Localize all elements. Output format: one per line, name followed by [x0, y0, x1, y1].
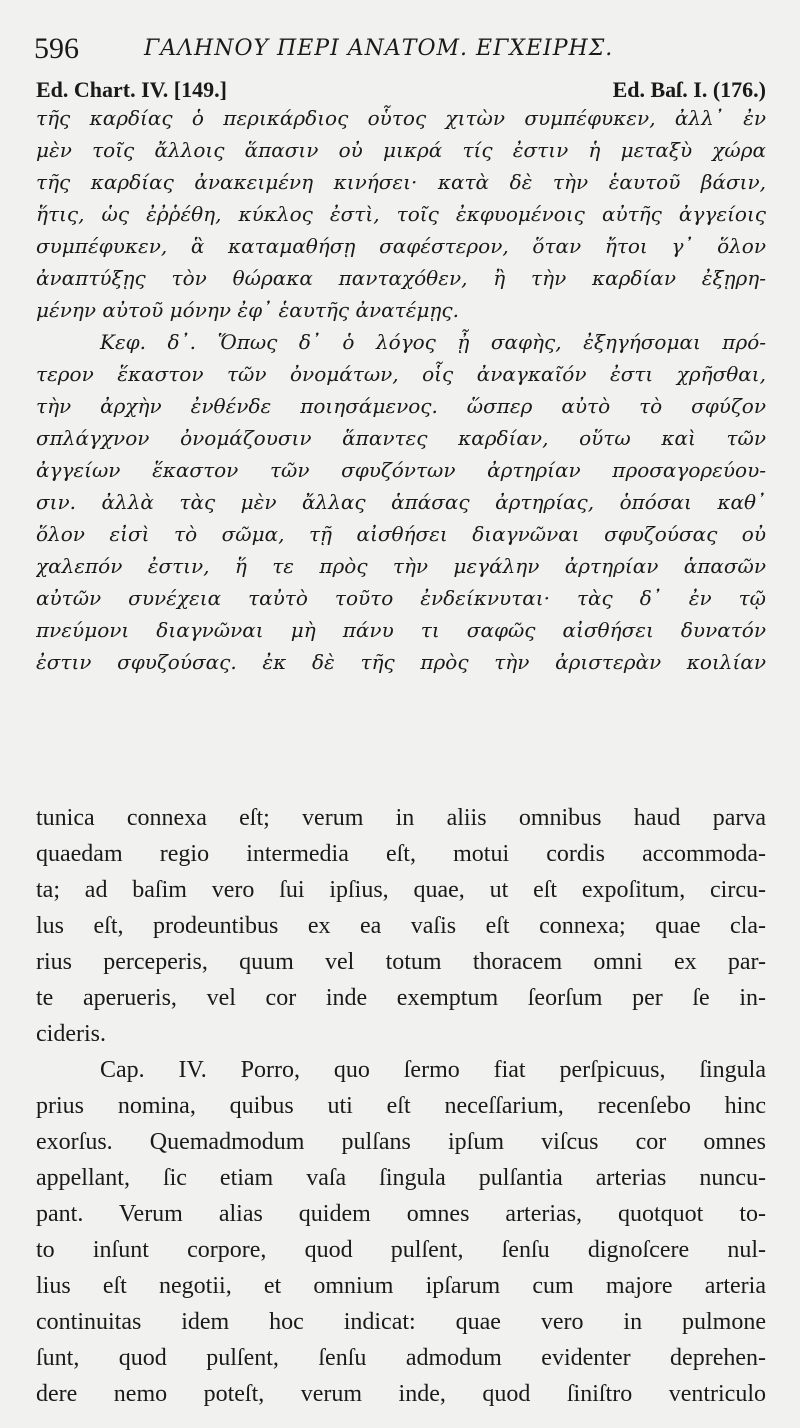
latin-line: to inſunt corpore, quod pulſent, ſenſu dignoſcere nul-: [36, 1237, 766, 1263]
latin-line: te aperueris, vel cor inde exemptum ſeorſum per ſe in-: [36, 985, 766, 1011]
greek-line: τερον ἕκαστον τῶν ὀνομάτων, οἷς ἀναγκαῖόν ἐστι χρῆσθαι,: [36, 362, 766, 386]
greek-line: χαλεπόν ἐστιν, ἥ τε πρὸς τὴν μεγάλην ἀρτηρίαν ἁπασῶν: [36, 554, 766, 578]
greek-line: αὐτῶν συνέχεια ταὐτὸ τοῦτο ἐνδείκνυται· τὰς δ᾽ ἐν τῷ: [36, 586, 766, 610]
page-number: 596: [34, 32, 79, 65]
latin-line: cideris.: [36, 1021, 106, 1047]
latin-line: lius eſt negotii, et omnium ipſarum cum majore arteria: [36, 1273, 766, 1299]
greek-line: ὅλον εἰσὶ τὸ σῶμα, τῇ αἰσθήσει διαγνῶναι σφυζούσας οὐ: [36, 522, 766, 546]
latin-text-block: [36, 800, 766, 1412]
greek-line: ἀγγείων ἕκαστον τῶν σφυζόντων ἀρτηρίαν προσαγορεύου-: [36, 458, 766, 482]
greek-line: τῆς καρδίας ἀνακειμένη κινήσει· κατὰ δὲ τὴν ἑαυτοῦ βάσιν,: [36, 170, 766, 194]
greek-line: σιν. ἀλλὰ τὰς μὲν ἄλλας ἁπάσας ἀρτηρίας, ὁπόσαι καθ᾽: [36, 490, 766, 514]
running-title: ΓΑΛΗΝΟΥ ΠΕΡΙ ΑΝΑΤΟΜ. ΕΓΧΕΙΡΗΣ.: [144, 36, 614, 61]
page-header: [34, 32, 766, 72]
latin-line: tunica connexa eſt; verum in aliis omnibus haud parva: [36, 805, 766, 831]
greek-line: μένην αὐτοῦ μόνην ἐφ᾽ ἑαυτῆς ἀνατέμῃς.: [36, 298, 459, 322]
latin-line: appellant, ſic etiam vaſa ſingula pulſantia arterias nuncu-: [36, 1165, 766, 1191]
greek-line: ἥτις, ὡς ἐῤῥέθη, κύκλος ἐστὶ, τοῖς ἐκφυομένοις αὐτῆς ἀγγείοις: [36, 202, 766, 226]
latin-line: exorſus. Quemadmodum pulſans ipſum viſcus cor omnes: [36, 1129, 766, 1155]
latin-line: dere nemo poteſt, verum inde, quod ſiniſtro ventriculo: [36, 1381, 766, 1407]
latin-line: pant. Verum alias quidem omnes arterias, quotquot to-: [36, 1201, 766, 1227]
latin-line: ta; ad baſim vero ſui ipſius, quae, ut eſt expoſitum, circu-: [36, 877, 766, 903]
latin-line: continuitas idem hoc indicat: quae vero in pulmone: [36, 1309, 766, 1335]
greek-line: ἀναπτύξῃς τὸν θώρακα πανταχόθεν, ἢ τὴν καρδίαν ἐξῃρη-: [36, 266, 766, 290]
greek-line: μὲν τοῖς ἄλλοις ἅπασιν οὐ μικρά τίς ἐστιν ἡ μεταξὺ χώρα: [36, 138, 766, 162]
greek-line: ἐστιν σφυζούσας. ἐκ δὲ τῆς πρὸς τὴν ἀριστερὰν κοιλίαν: [36, 650, 766, 674]
latin-line: prius nomina, quibus uti eſt neceſſarium, recenſebo hinc: [36, 1093, 766, 1119]
greek-line: συμπέφυκεν, ἃ καταμαθήσῃ σαφέστερον, ὅταν ἤτοι γ᾽ ὅλον: [36, 234, 766, 258]
greek-line: πνεύμονι διαγνῶναι μὴ πάνυ τι σαφῶς αἰσθήσει δυνατόν: [36, 618, 766, 642]
greek-line: σπλάγχνον ὀνομάζουσιν ἅπαντες καρδίαν, οὕτω καὶ τῶν: [36, 426, 766, 450]
greek-text-block: [36, 102, 766, 678]
edition-reference-left: Ed. Chart. IV. [149.]: [36, 77, 227, 102]
latin-line: lus eſt, prodeuntibus ex ea vaſis eſt connexa; quae cla-: [36, 913, 766, 939]
greek-chapter-heading-line: Κεφ. δ᾽. Ὅπως δ᾽ ὁ λόγος ᾖ σαφὴς, ἐξηγήσομαι πρό-: [100, 330, 766, 354]
latin-line: ſunt, quod pulſent, ſenſu admodum evidenter deprehen-: [36, 1345, 766, 1371]
edition-reference-right: Ed. Baſ. I. (176.): [612, 77, 766, 102]
latin-line: quaedam regio intermedia eſt, motui cordis accommoda-: [36, 841, 766, 867]
greek-line: τῆς καρδίας ὁ περικάρδιος οὗτος χιτὼν συμπέφυκεν, ἀλλ᾽ ἐν: [36, 106, 766, 130]
latin-chapter-heading-line: Cap. IV. Porro, quo ſermo fiat perſpicuus, ſingula: [100, 1057, 766, 1083]
latin-line: rius perceperis, quum vel totum thoracem omni ex par-: [36, 949, 766, 975]
greek-line: τὴν ἀρχὴν ἐνθένδε ποιησάμενος. ὥσπερ αὐτὸ τὸ σφύζον: [36, 394, 766, 418]
